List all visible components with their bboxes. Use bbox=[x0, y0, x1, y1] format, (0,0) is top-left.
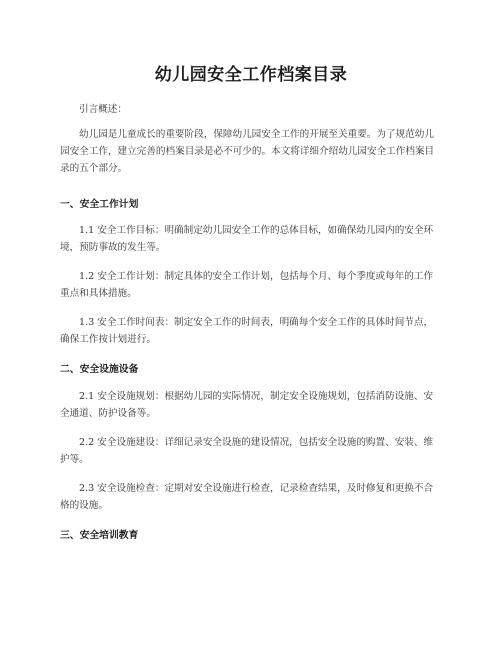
section-heading-2: 二、安全设施设备 bbox=[60, 364, 139, 375]
section-2-item-1-block bbox=[60, 388, 436, 422]
section-1-item-1: 1.1 安全工作目标：明确制定幼儿园安全工作的总体目标，如确保幼儿园内的安全环境，预防事故的发生等。 bbox=[60, 225, 434, 253]
intro-paragraph: 幼儿园是儿童成长的重要阶段，保障幼儿园安全工作的开展至关重要。为了规范幼儿园安全工作，建立完善的档案目录是必不可少的。本文将详细介绍幼儿园安全工作档案目录的五个部分。 bbox=[60, 129, 435, 174]
section-1-item-1-block bbox=[60, 222, 436, 256]
section-2-item-2: 2.2 安全设施建设：详细记录安全设施的建设情况，包括安全设施的购置、安装、维护等。 bbox=[60, 437, 434, 465]
section-2-item-2-block bbox=[60, 434, 436, 468]
section-1-item-3: 1.3 安全工作时间表：制定安全工作的时间表，明确每个安全工作的具体时间节点，确保工作按计划进行。 bbox=[60, 317, 434, 345]
section-heading-1: 一、安全工作计划 bbox=[60, 199, 139, 210]
document-title: 幼儿园安全工作档案目录 bbox=[154, 65, 348, 85]
intro-label: 引言概述： bbox=[79, 104, 127, 115]
section-2-item-1: 2.1 安全设施规划：根据幼儿园的实际情况，制定安全设施规划，包括消防设施、安全通道、防护设备等。 bbox=[60, 391, 434, 419]
intro-label-block bbox=[60, 101, 436, 118]
section-2-item-3-block bbox=[60, 480, 436, 514]
section-heading-3: 三、安全培训教育 bbox=[60, 530, 139, 541]
section-1-item-3-block bbox=[60, 314, 436, 348]
section-1-item-2: 1.2 安全工作计划：制定具体的安全工作计划，包括每个月、每个季度或每年的工作重点和具体措施。 bbox=[60, 271, 434, 299]
section-1-item-2-block bbox=[60, 268, 436, 302]
intro-paragraph-block bbox=[60, 126, 436, 177]
section-2-item-3: 2.3 安全设施检查：定期对安全设施进行检查，记录检查结果，及时修复和更换不合格的设施。 bbox=[60, 483, 434, 511]
